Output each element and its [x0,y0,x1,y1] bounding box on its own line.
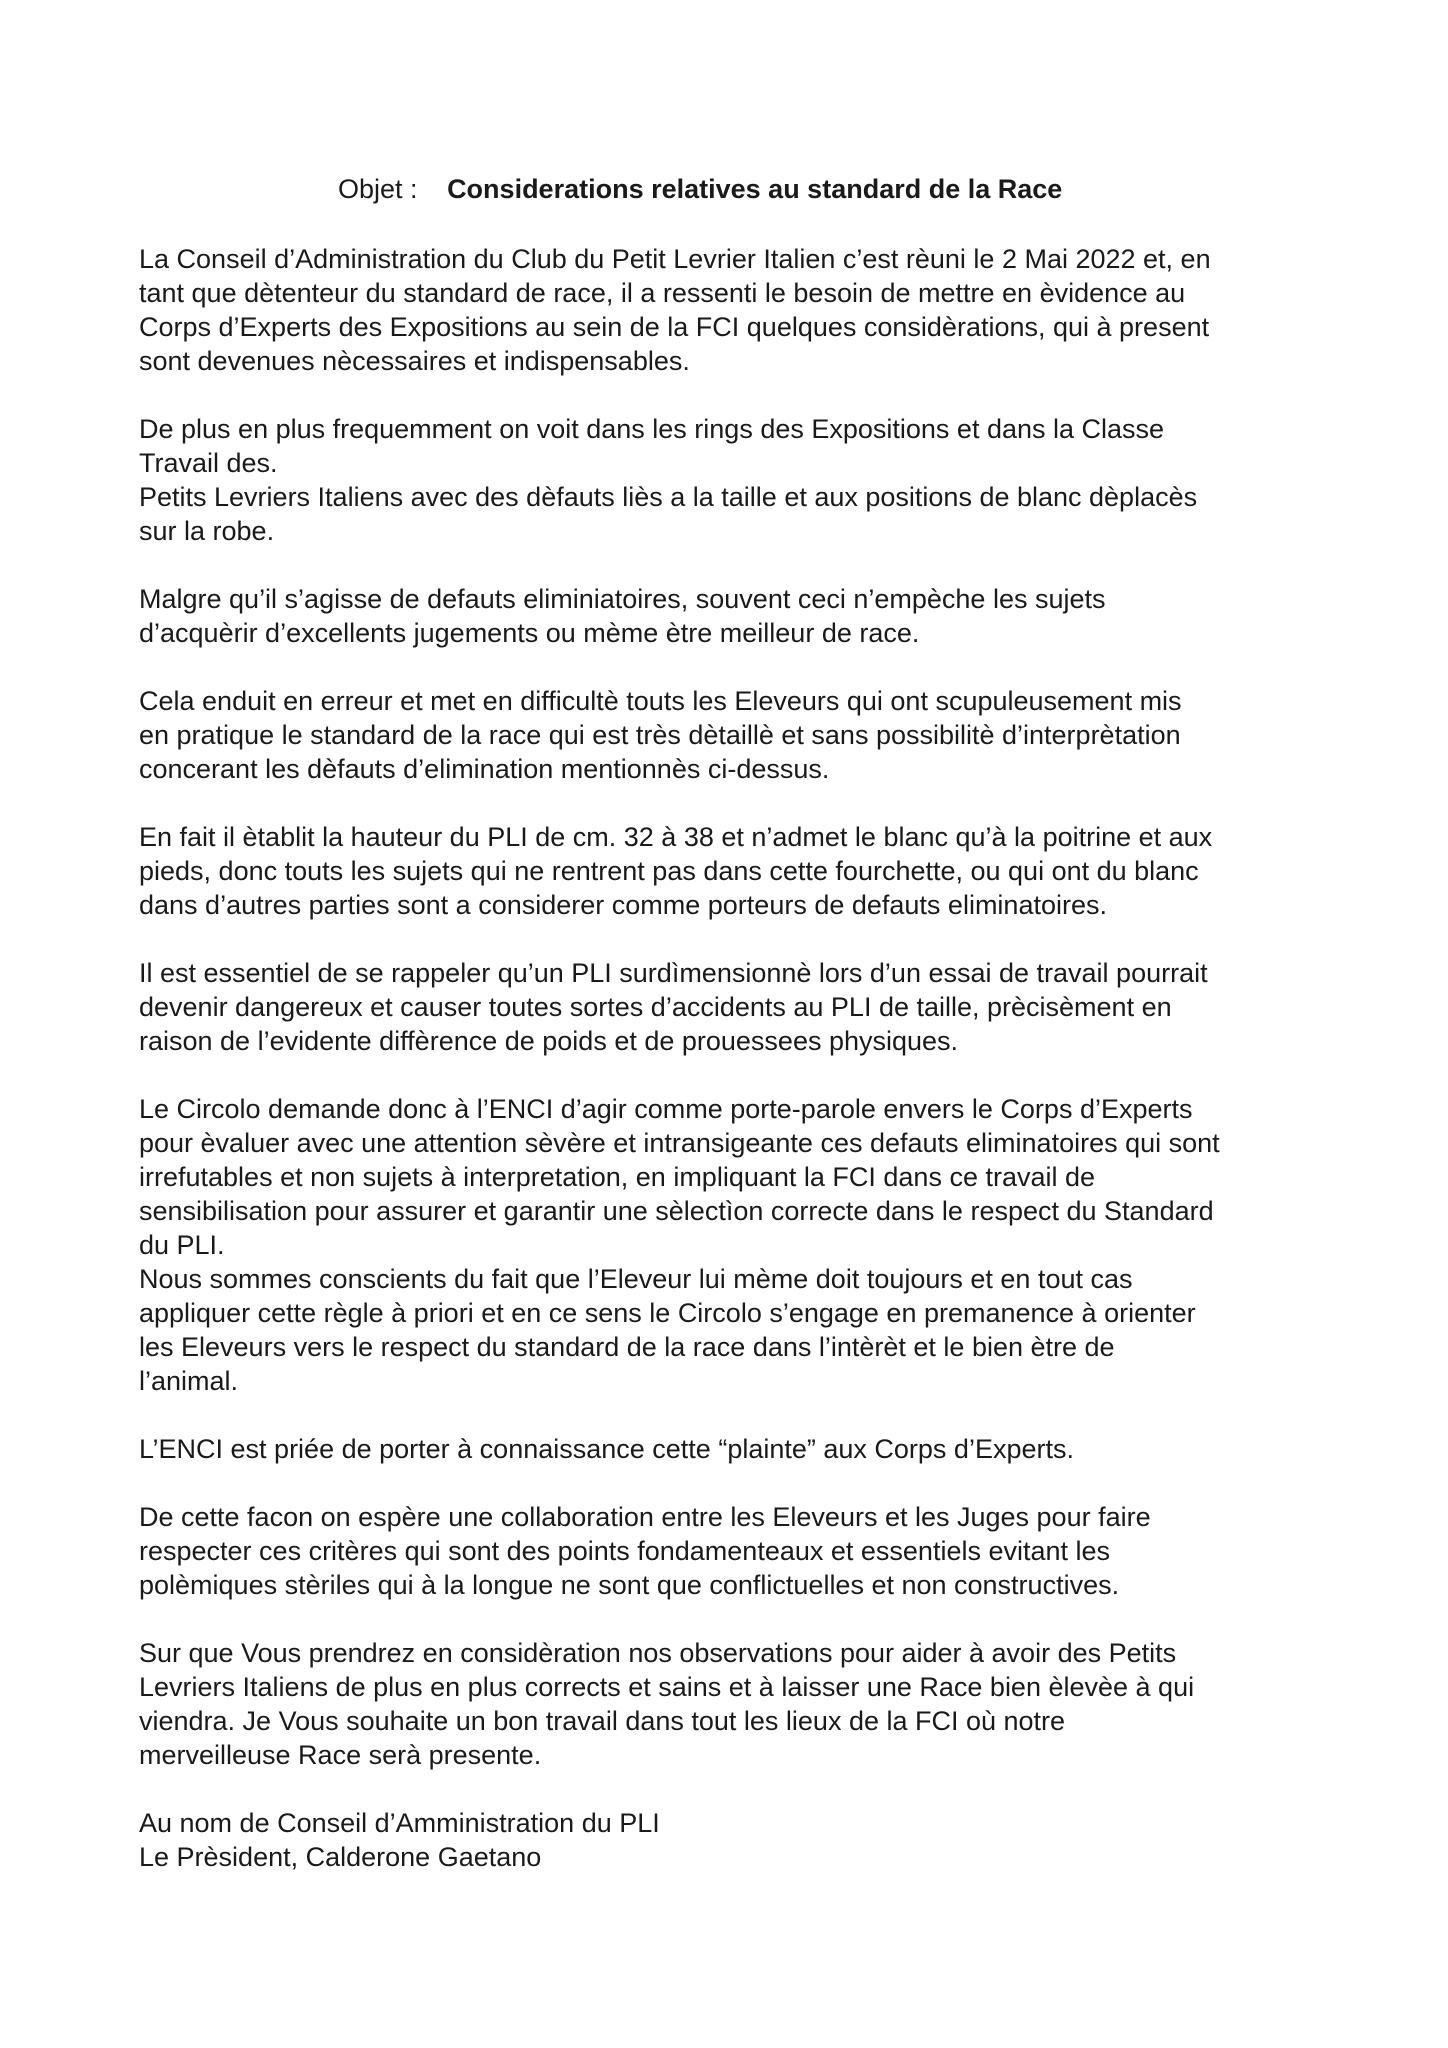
text-line: devenir dangereux et causer toutes sortes d’accidents au PLI de taille, prècisèment en [139,992,1172,1022]
text-line: Cela enduit en erreur et met en difficultè touts les Eleveurs qui ont scupuleusement mis [139,686,1182,716]
text-line: De plus en plus frequemment on voit dans les rings des Expositions et dans la Classe [139,414,1165,444]
text-line: Levriers Italiens de plus en plus corrects et sains et à laisser une Race bien èlevèe à qui [139,1672,1195,1702]
text-line: Au nom de Conseil d’Amministration du PLI [139,1808,660,1838]
text-line: respecter ces critères qui sont des points fondamenteaux et essentiels evitant les [139,1536,1111,1566]
text-line: en pratique le standard de la race qui est très dètaillè et sans possibilitè d’interprètation [139,720,1181,750]
text-line: Petits Levriers Italiens avec des dèfauts liès a la taille et aux positions de blanc dèplacès [139,482,1198,512]
text-line: d’acquèrir d’excellents jugements ou mème ètre meilleur de race. [139,618,920,648]
paragraph [139,1092,1339,1262]
letter-body [139,242,1339,1908]
paragraph [139,1636,1339,1772]
text-line: irrefutables et non sujets à interpretation, en impliquant la FCI dans ce travail de [139,1162,1096,1192]
text-line: L’ENCI est priée de porter à connaissance cette “plainte” aux Corps d’Experts. [139,1434,1074,1464]
paragraph [139,1500,1339,1602]
text-line: les Eleveurs vers le respect du standard de la race dans l’intèrèt et le bien ètre de [139,1332,1115,1362]
text-line: La Conseil d’Administration du Club du Petit Levrier Italien c’est rèuni le 2 Mai 2022 et, en [139,244,1211,274]
text-line: De cette facon on espère une collaboration entre les Eleveurs et les Juges pour faire [139,1502,1151,1532]
subject-title: Considerations relatives au standard de la Race [447,174,1063,204]
text-line: Le Circolo demande donc à l’ENCI d’agir comme porte-parole envers le Corps d’Experts [139,1094,1193,1124]
text-line: pour èvaluer avec une attention sèvère et intransigeante ces defauts eliminatoires qui sont [139,1128,1220,1158]
text-line: viendra. Je Vous souhaite un bon travail dans tout les lieux de la FCI où notre [139,1706,1066,1736]
subject-label: Objet : [338,174,418,204]
text-line: pieds, donc touts les sujets qui ne rentrent pas dans cette fourchette, ou qui ont du blanc [139,856,1199,886]
paragraph [139,684,1339,786]
text-line: dans d’autres parties sont a considerer comme porteurs de defauts eliminatoires. [139,890,1107,920]
text-line: Il est essentiel de se rappeler qu’un PLI surdìmensionnè lors d’un essai de travail pourrait [139,958,1208,988]
text-line: Le Prèsident, Calderone Gaetano [139,1842,542,1872]
paragraph [139,1262,1339,1398]
text-line: du PLI. [139,1230,225,1260]
text-line: Nous sommes conscients du fait que l’Eleveur lui mème doit toujours et en tout cas [139,1264,1133,1294]
subject-line [338,172,1062,206]
text-line: En fait il ètablit la hauteur du PLI de cm. 32 à 38 et n’admet le blanc qu’à la poitrine et aux [139,822,1213,852]
paragraph [139,412,1339,548]
paragraph [139,820,1339,922]
paragraph [139,1432,1339,1466]
text-line: Sur que Vous prendrez en considèration nos observations pour aider à avoir des Petits [139,1638,1177,1668]
paragraph [139,582,1339,650]
paragraph [139,1806,1339,1874]
text-line: Malgre qu’il s’agisse de defauts eliminiatoires, souvent ceci n’empèche les sujets [139,584,1106,614]
text-line: merveilleuse Race serà presente. [139,1740,542,1770]
text-line: appliquer cette règle à priori et en ce sens le Circolo s’engage en premanence à orienter [139,1298,1196,1328]
text-line: concerant les dèfauts d’elimination mentionnès ci-dessus. [139,754,830,784]
text-line: sur la robe. [139,516,275,546]
text-line: l’animal. [139,1366,239,1396]
text-line: tant que dètenteur du standard de race, il a ressenti le besoin de mettre en èvidence au [139,278,1186,308]
text-line: Corps d’Experts des Expositions au sein de la FCI quelques considèrations, qui à present [139,312,1210,342]
text-line: Travail des. [139,448,278,478]
paragraph [139,956,1339,1058]
text-line: raison de l’evidente diffèrence de poids et de prouessees physiques. [139,1026,959,1056]
text-line: sont devenues nècessaires et indispensables. [139,346,690,376]
text-line: polèmiques stèriles qui à la longue ne sont que conflictuelles et non constructives. [139,1570,1120,1600]
paragraph [139,242,1339,378]
text-line: sensibilisation pour assurer et garantir une sèlectìon correcte dans le respect du Standard [139,1196,1214,1226]
